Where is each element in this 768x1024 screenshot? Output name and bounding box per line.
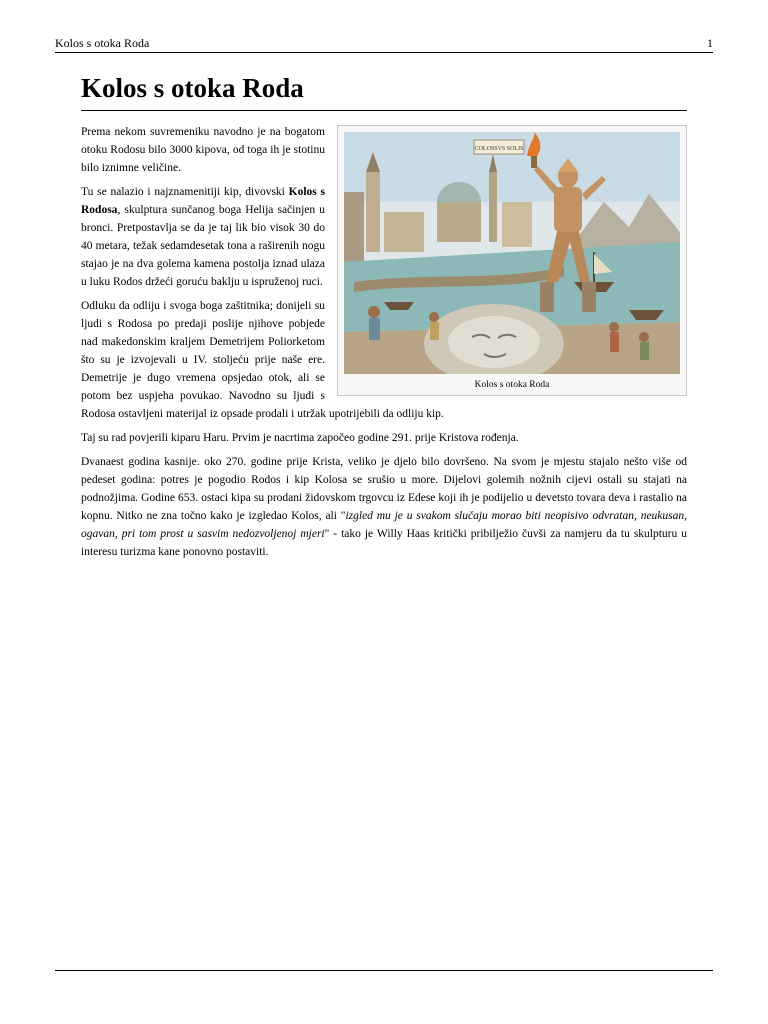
article (81, 70, 687, 567)
page-number: 1 (707, 36, 713, 50)
figure-inscription: COLOSSVS SOLIS (474, 146, 524, 152)
colossus-illustration (344, 132, 680, 374)
article-title: Kolos s otoka Roda (81, 70, 687, 111)
running-title: Kolos s otoka Roda (55, 36, 150, 50)
bold-term: Kolos s Rodosa (81, 186, 325, 216)
footer-rule (55, 970, 713, 971)
figure (337, 125, 687, 396)
paragraph-3: Odluku da odliju i svoga boga zaštitnika; donijeli su ljudi s Rodosa po predaji poslije njihove pobjede nad makedonskim kraljem Demetrijem Poliorketom što su je izvojevali u IV. stoljeću prije naše ere. Demetrije je dugo vremena opsjedao otok, ali se potom bez uspjeha povukao. Navodno su ljudi s Rodosa ostavljeni materijal iz opsade prodali i utržak upotrijebili da odliju kip. (81, 300, 444, 420)
figure-caption: Kolos s otoka Roda (474, 380, 550, 390)
running-header (55, 36, 713, 53)
paragraph-1: Prema nekom suvremeniku navodno je na bogatom otoku Rodosu bilo 3000 kipova, od toga ih je stotinu bilo iznimne veličine. (81, 126, 325, 174)
paragraph-4: Taj su rad povjerili kiparu Haru. Prvim je nacrtima započeo godine 291. prije Kristova rođenja. (81, 432, 519, 444)
italic-quote: izgled mu je u svakom slučaju morao biti neopisivo odvratan, neukusan, ogavan, pri tom prost u sasvim nedozvoljenoj mjeri (81, 510, 688, 540)
paragraph-2: Tu se nalazio i najznamenitiji kip, divovski Kolos s Rodosa, skulptura sunčanog boga Helija sačinjen u bronci. Pretpostavlja se da je taj lik bio visok 30 do 40 metara, težak sedamdesetak tona a raširenih nogu stajao je na dva golema kamena postolja iznad ulaza u luku Rodos držeći goruću baklju u ispruženoj ruci. (81, 186, 325, 288)
paragraph-5: Dvanaest godina kasnije. oko 270. godine prije Krista, veliko je djelo bilo dovršeno. Na svom je mjestu stajalo nešto više od pedeset godina: potres je pogodio Rodos i kip Kolosa se srušio u more. Dijelovi golemih nožnih cijevi ostali su stajati na podnožjima. Godine 653. ostaci kipa su prodani židovskom trgovcu iz Edese koji ih je podijelio u devetsto tovara deva i rastalio na kopnu. Nitko ne zna točno kako je izgledao Kolos, ali "izgled mu je u svakom slučaju morao biti neopisivo odvratan, neukusan, ogavan, pri tom prost u sasvim nedozvoljenoj mjeri" - tako je Willy Haas kritički pribilježio čuvši za namjeru da tu skulpturu u interesu turizma kane ponovno postaviti. (81, 456, 688, 558)
